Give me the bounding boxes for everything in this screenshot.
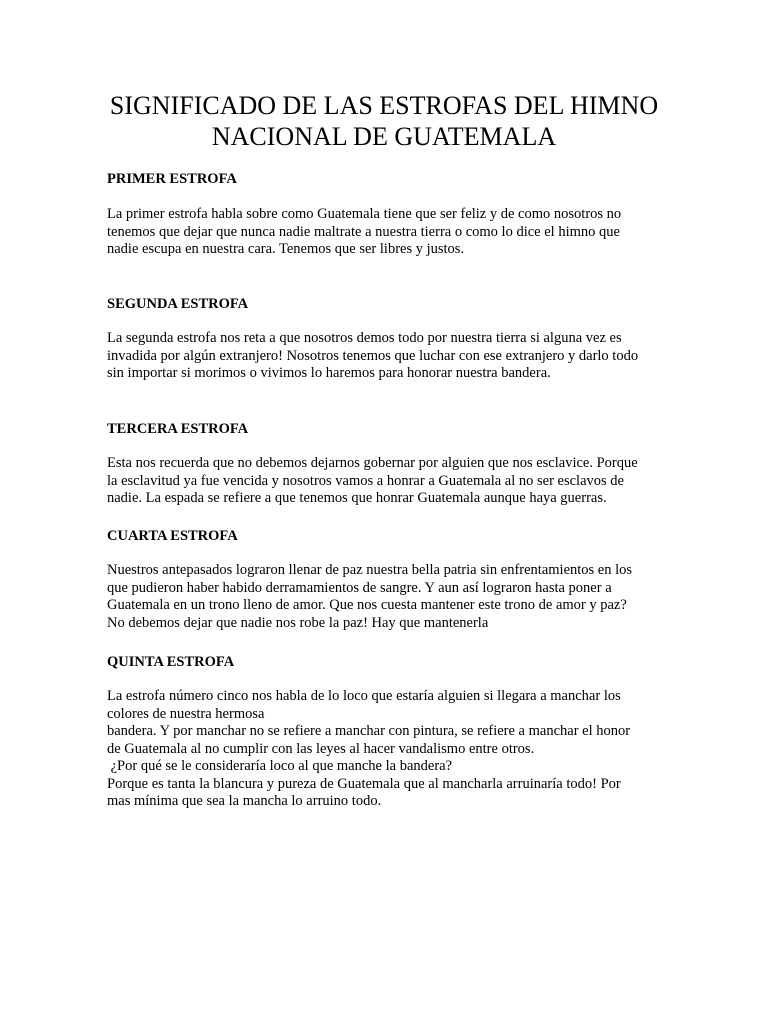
section-heading-primer-estrofa: PRIMER ESTROFA: [107, 171, 237, 187]
paragraph-line: nadie. La espada se refiere a que tenemos que honrar Guatemala aunque haya guerras.: [107, 490, 607, 506]
paragraph-line: sin importar si morimos o vivimos lo haremos para honorar nuestra bandera.: [107, 365, 551, 381]
paragraph-line: ¿Por qué se le consideraría loco al que manche la bandera?: [107, 758, 453, 774]
paragraph-line: Nuestros antepasados lograron llenar de paz nuestra bella patria sin enfrentamientos en los: [107, 562, 633, 578]
section-paragraph-cuarta-estrofa: [107, 562, 667, 632]
section-heading-segunda-estrofa: SEGUNDA ESTROFA: [107, 296, 249, 312]
paragraph-line: No debemos dejar que nadie nos robe la paz! Hay que mantenerla: [107, 614, 489, 631]
paragraph-line: mas mínima que sea la mancha lo arruino todo.: [107, 793, 382, 809]
paragraph-line: invadida por algún extranjero! Nosotros tenemos que luchar con ese extranjero y darlo todo: [107, 347, 639, 364]
section-paragraph-primer-estrofa: [107, 206, 667, 259]
paragraph-line: Porque es tanta la blancura y pureza de Guatemala que al mancharla arruinaría todo! Por: [107, 775, 621, 792]
section-paragraph-tercera-estrofa: [107, 455, 667, 508]
paragraph-line: de Guatemala al no cumplir con las leyes al hacer vandalismo entre otros.: [107, 740, 535, 757]
section-paragraph-segunda-estrofa: [107, 330, 667, 383]
paragraph-line: colores de nuestra hermosa: [107, 705, 265, 722]
section-heading-cuarta-estrofa: CUARTA ESTROFA: [107, 528, 238, 544]
title-line: SIGNIFICADO DE LAS ESTROFAS DEL HIMNO: [109, 91, 659, 120]
paragraph-line: nadie escupa en nuestra cara. Tenemos que ser libres y justos.: [107, 241, 465, 257]
section-heading-tercera-estrofa: TERCERA ESTROFA: [107, 421, 249, 437]
paragraph-line: Esta nos recuerda que no debemos dejarnos gobernar por alguien que nos esclavice. Porque: [107, 455, 638, 471]
paragraph-line: La estrofa número cinco nos habla de lo loco que estaría alguien si llegara a manchar los: [107, 688, 621, 704]
paragraph-line: La primer estrofa habla sobre como Guatemala tiene que ser feliz y de como nosotros no: [107, 206, 622, 222]
paragraph-line: La segunda estrofa nos reta a que nosotros demos todo por nuestra tierra si alguna vez es: [107, 330, 622, 346]
title-line: NACIONAL DE GUATEMALA: [211, 122, 557, 151]
paragraph-line: bandera. Y por manchar no se refiere a manchar con pintura, se refiere a manchar el honor: [107, 723, 631, 739]
paragraph-line: tenemos que dejar que nunca nadie maltrate a nuestra tierra o como lo dice el himno que: [107, 223, 620, 240]
paragraph-line: Guatemala en un trono lleno de amor. Que nos cuesta mantener este trono de amor y paz?: [107, 597, 627, 613]
section-heading-quinta-estrofa: QUINTA ESTROFA: [107, 654, 235, 670]
paragraph-line: que pudieron haber habido derramamientos de sangre. Y aun así lograron hasta poner a: [107, 579, 612, 596]
section-paragraph-quinta-estrofa: [107, 688, 667, 811]
document-title: [60, 90, 708, 152]
paragraph-line: la esclavitud ya fue vencida y nosotros vamos a honrar a Guatemala al no ser esclavos de: [107, 472, 624, 489]
